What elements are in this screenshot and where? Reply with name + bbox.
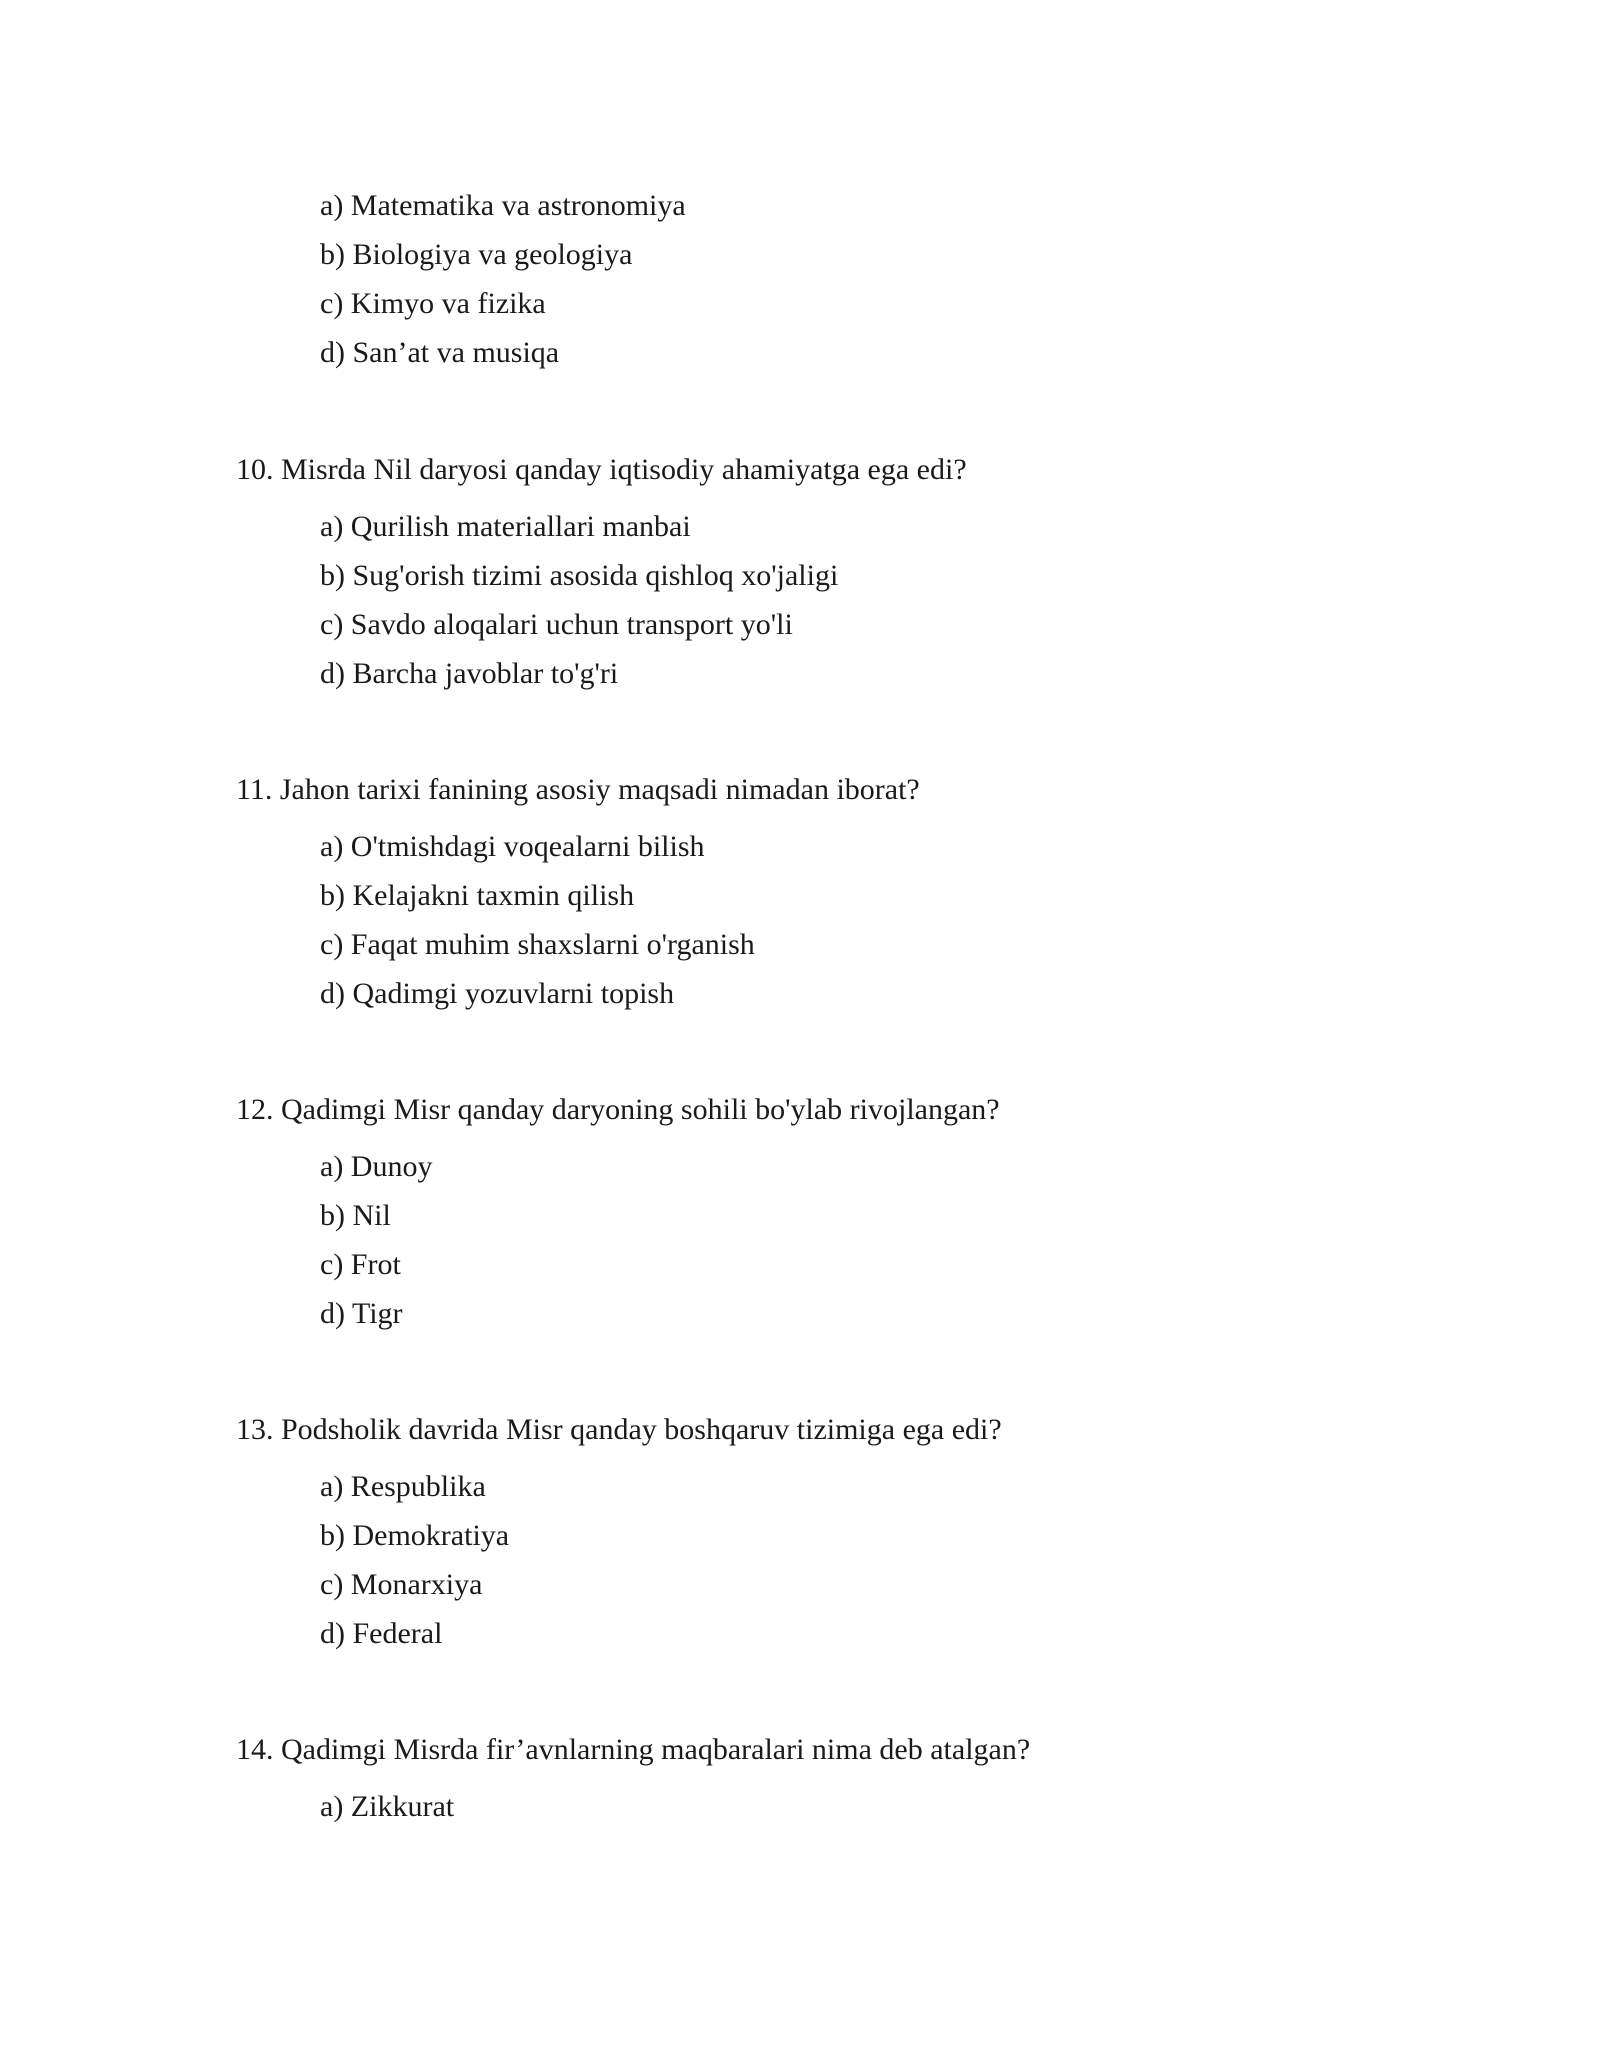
question-12-option-b: b) Nil — [320, 1199, 391, 1232]
question-13-option-c: c) Monarxiya — [320, 1568, 483, 1601]
question-13-option-b: b) Demokratiya — [320, 1519, 510, 1552]
question-11-option-b: b) Kelajakni taxmin qilish — [320, 879, 635, 912]
question-10-option-a: a) Qurilish materiallari manbai — [320, 510, 691, 543]
question-12-text: 12. Qadimgi Misr qanday daryoning sohili bo'ylab rivojlangan? — [236, 1093, 1000, 1126]
option-prev-a: a) Matematika va astronomiya — [320, 189, 686, 222]
question-14-option-a: a) Zikkurat — [320, 1790, 455, 1823]
question-13-text: 13. Podsholik davrida Misr qanday boshqaruv tizimiga ega edi? — [236, 1413, 1002, 1446]
question-12-option-d: d) Tigr — [320, 1297, 403, 1330]
question-12-option-a: a) Dunoy — [320, 1150, 433, 1183]
question-12-option-c: c) Frot — [320, 1248, 401, 1281]
option-prev-b: b) Biologiya va geologiya — [320, 238, 633, 271]
option-prev-c: c) Kimyo va fizika — [320, 287, 546, 320]
question-11-option-c: c) Faqat muhim shaxslarni o'rganish — [320, 928, 755, 961]
question-10-option-b: b) Sug'orish tizimi asosida qishloq xo'jaligi — [320, 559, 839, 592]
question-14-text: 14. Qadimgi Misrda fir’avnlarning maqbaralari nima deb atalgan? — [236, 1733, 1031, 1766]
option-prev-d: d) San’at va musiqa — [320, 336, 560, 369]
question-10-text: 10. Misrda Nil daryosi qanday iqtisodiy ahamiyatga ega edi? — [236, 453, 967, 486]
question-10-option-d: d) Barcha javoblar to'g'ri — [320, 657, 619, 690]
question-13-option-a: a) Respublika — [320, 1470, 486, 1503]
question-11-option-a: a) O'tmishdagi voqealarni bilish — [320, 830, 705, 863]
question-10-option-c: c) Savdo aloqalari uchun transport yo'li — [320, 608, 793, 641]
question-13-option-d: d) Federal — [320, 1617, 443, 1650]
question-11-option-d: d) Qadimgi yozuvlarni topish — [320, 977, 675, 1010]
question-11-text: 11. Jahon tarixi fanining asosiy maqsadi nimadan iborat? — [236, 773, 920, 806]
